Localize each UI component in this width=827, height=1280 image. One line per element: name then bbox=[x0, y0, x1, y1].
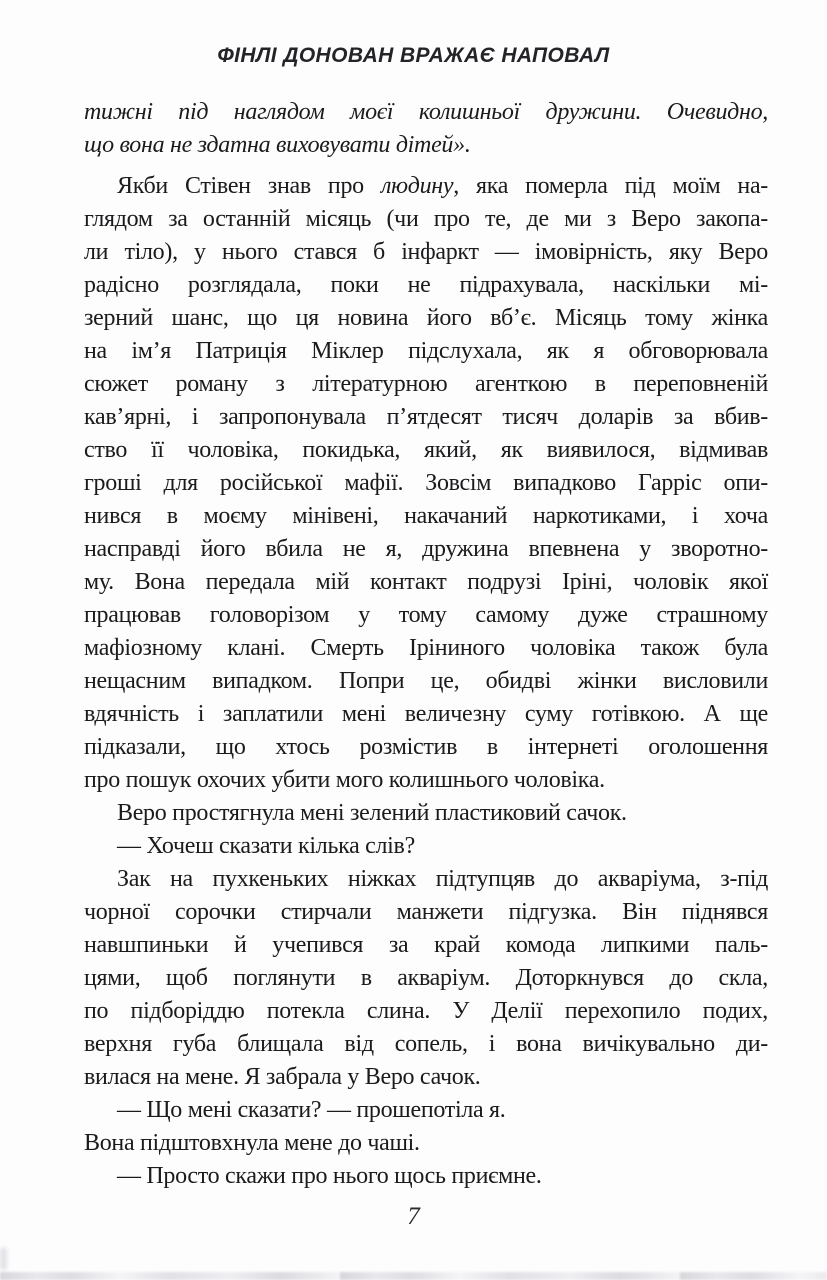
text-line: нещасним випадком. Попри це, обидві жінки висловили bbox=[84, 668, 768, 694]
running-header: ФІНЛІ ДОНОВАН ВРАЖАЄ НАПОВАЛ bbox=[217, 44, 610, 67]
paragraph bbox=[84, 830, 768, 863]
text-line: навшпиньки й учепився за край комода липкими паль- bbox=[84, 932, 768, 958]
text-line: верхня губа блищала від сопель, і вона вичікувально ди- bbox=[84, 1031, 768, 1057]
bottom-scan-edge-artifact bbox=[0, 1272, 827, 1280]
text-line: сюжет роману з літературною агенткою в переповненій bbox=[84, 371, 768, 397]
text-block bbox=[84, 96, 768, 1193]
text-line: вилася на мене. Я забрала у Веро сачок. bbox=[84, 1064, 481, 1090]
text-line: на ім’я Патриція Міклер підслухала, як я обговорювала bbox=[84, 338, 768, 364]
text-line: Вона підштовхнула мене до чаші. bbox=[84, 1130, 420, 1156]
paragraph bbox=[84, 170, 768, 797]
emphasized-text: людину bbox=[380, 173, 454, 199]
text-line: що вона не здатна виховувати дітей». bbox=[84, 132, 471, 158]
text-line: глядом за останній місяць (чи про те, де ми з Веро закопа- bbox=[84, 206, 768, 232]
text-line: працював головорізом у тому самому дуже страшному bbox=[84, 602, 768, 628]
text-line: — Хочеш сказати кілька слів? bbox=[117, 833, 415, 859]
scan-smudge-artifact bbox=[0, 1248, 7, 1270]
text-line: зерний шанс, що ця новина його вб’є. Місяць тому жінка bbox=[84, 305, 768, 331]
paragraph bbox=[84, 1094, 768, 1127]
text-line: насправді його вбила не я, дружина впевнена у зворотно- bbox=[84, 536, 768, 562]
text-line: мафіозному клані. Смерть Іріниного чоловіка також була bbox=[84, 635, 768, 661]
text-line: Веро простягнула мені зелений пластиковий сачок. bbox=[117, 800, 627, 826]
text-line: гроші для російської мафії. Зовсім випадково Гарріс опи- bbox=[84, 470, 768, 496]
text-segment: Якби Стівен знав про bbox=[117, 173, 381, 199]
text-line: му. Вона передала мій контакт подрузі Іріні, чоловік якої bbox=[84, 569, 768, 595]
paragraph bbox=[84, 863, 768, 1094]
text-line: підказали, що хтось розмістив в інтернеті оголошення bbox=[84, 734, 768, 760]
text-line bbox=[84, 170, 768, 203]
paragraph bbox=[84, 96, 768, 162]
text-line: — Просто скажи про нього щось приємне. bbox=[117, 1163, 542, 1189]
paragraph bbox=[84, 1160, 768, 1193]
text-segment: , яка померла під моїм на- bbox=[453, 173, 768, 199]
paragraph bbox=[84, 797, 768, 830]
text-line: ство її чоловіка, покидька, який, як виявилося, відмивав bbox=[84, 437, 768, 463]
text-line: чорної сорочки стирчали манжети підгузка. Він піднявся bbox=[84, 899, 768, 925]
paragraph bbox=[84, 1127, 768, 1160]
text-line: тижні під наглядом моєї колишньої дружини. Очевидно, bbox=[84, 99, 768, 125]
text-line: радісно розглядала, поки не підрахувала, наскільки мі- bbox=[84, 272, 768, 298]
page-number: 7 bbox=[407, 1203, 420, 1230]
text-line: по підборіддю потекла слина. У Делії перехопило подих, bbox=[84, 998, 768, 1024]
text-line: — Що мені сказати? — прошепотіла я. bbox=[117, 1097, 506, 1123]
text-line: цями, щоб поглянути в акваріум. Доторкнувся до скла, bbox=[84, 965, 768, 991]
text-line: вдячність і заплатили мені величезну суму готівкою. А ще bbox=[84, 701, 768, 727]
text-line: про пошук охочих убити мого колишнього чоловіка. bbox=[84, 767, 605, 793]
text-line: нився в моєму мінівені, накачаний наркотиками, і хоча bbox=[84, 503, 768, 529]
text-line: Зак на пухкеньких ніжках підтупцяв до акваріума, з-під bbox=[117, 866, 768, 892]
text-line: кав’ярні, і запропонувала п’ятдесят тисяч доларів за вбив- bbox=[84, 404, 768, 430]
text-line: ли тіло), у нього стався б інфаркт — імовірність, яку Веро bbox=[84, 239, 768, 265]
